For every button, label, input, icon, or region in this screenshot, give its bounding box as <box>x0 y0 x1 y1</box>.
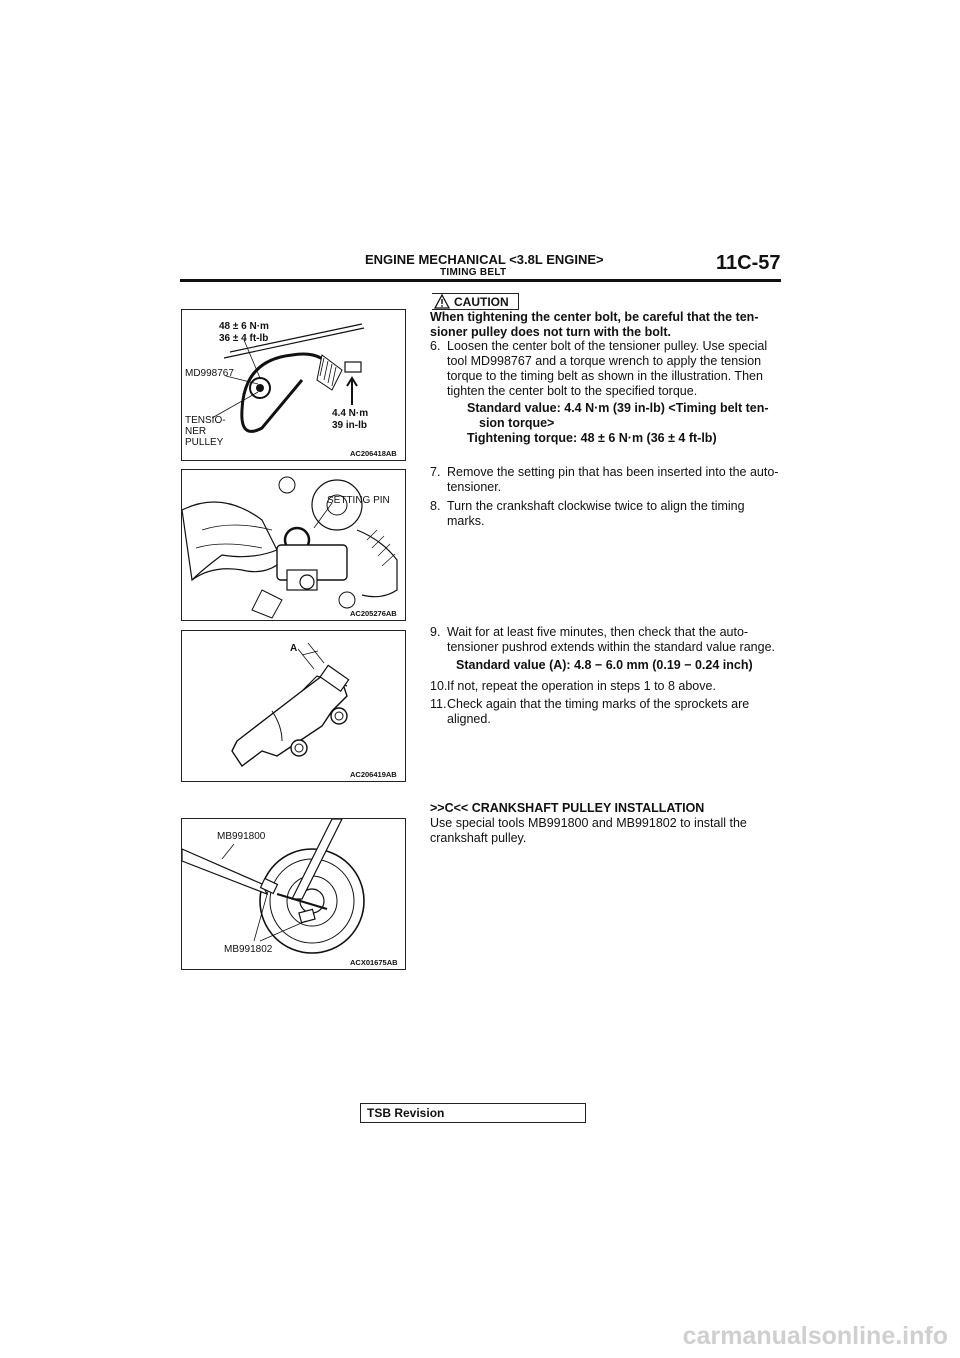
tension-label-inlb: 39 in-lb <box>332 420 368 431</box>
step-text: Turn the crankshaft clockwise twice to align the timing marks. <box>447 499 745 528</box>
step-text: If not, repeat the operation in steps 1 to 8 above. <box>447 679 716 693</box>
tool-label-mb991800: MB991800 <box>217 831 266 842</box>
tensioner-label-2: NER <box>185 426 207 437</box>
header-rule <box>180 279 781 282</box>
step-number: 11. <box>430 697 447 711</box>
figure-code: ACX01675AB <box>350 958 398 967</box>
step-11 <box>430 697 782 727</box>
crankshaft-tools-illustration <box>182 819 405 969</box>
tension-label-nm: 4.4 N·m <box>332 408 369 419</box>
step-9 <box>430 625 782 673</box>
step-6 <box>430 339 782 446</box>
header-title: ENGINE MECHANICAL <3.8L ENGINE> <box>365 252 604 267</box>
header-subtitle: TIMING BELT <box>440 267 507 278</box>
figure-code: AC206419AB <box>350 770 397 779</box>
section-text: Use special tools MB991800 and MB991802 to install the crankshaft pulley. <box>430 816 747 845</box>
tsb-revision-label: TSB Revision <box>367 1106 445 1120</box>
torque-label-nm: 48 ± 6 N·m <box>219 321 269 332</box>
setting-pin-illustration <box>182 470 405 620</box>
step-text: Check again that the timing marks of the sprockets are aligned. <box>447 697 750 726</box>
tensioner-label-1: TENSIO- <box>185 415 226 426</box>
figure-tensioner-pulley <box>181 309 406 461</box>
tool-label-mb991802: MB991802 <box>224 944 273 955</box>
figure-code: AC205276AB <box>350 609 397 618</box>
figure-pushrod-measurement <box>181 630 406 782</box>
step-8 <box>430 499 782 529</box>
section-title: >>C<< CRANKSHAFT PULLEY INSTALLATION <box>430 801 705 815</box>
step-number: 6. <box>430 339 441 353</box>
warning-triangle-icon <box>434 294 450 309</box>
torque-label-ftlb: 36 ± 4 ft-lb <box>219 333 269 344</box>
caution-badge <box>432 293 519 310</box>
watermark: carmanualsonline.info <box>682 1322 948 1350</box>
caution-text: When tightening the center bolt, be careful that the ten-sioner pulley does not turn with the bolt. <box>430 310 759 339</box>
step-number: 9. <box>430 625 441 639</box>
tensioner-pulley-illustration <box>182 310 405 460</box>
standard-value-spec: Standard value: 4.4 N·m (39 in-lb) <Timing belt ten-sion torque> <box>467 401 769 430</box>
setting-pin-label: SETTING PIN <box>327 495 390 506</box>
figure-setting-pin <box>181 469 406 621</box>
step-text: Remove the setting pin that has been inserted into the auto-tensioner. <box>447 465 779 494</box>
step-number: 7. <box>430 465 441 479</box>
step-number: 8. <box>430 499 441 513</box>
figure-crankshaft-pulley-tools <box>181 818 406 970</box>
tightening-torque-spec: Tightening torque: 48 ± 6 N·m (36 ± 4 ft-lb) <box>467 431 717 445</box>
tsb-revision-box <box>360 1103 586 1123</box>
caution-label: CAUTION <box>454 294 509 309</box>
step-10 <box>430 679 782 694</box>
dimension-a-label: A <box>290 643 298 654</box>
step-text: Wait for at least five minutes, then check that the auto-tensioner pushrod extends within the standard value range. <box>447 625 775 654</box>
tool-label-md998767: MD998767 <box>185 368 234 379</box>
pushrod-standard-value: Standard value (A): 4.8 − 6.0 mm (0.19 − 0.24 inch) <box>456 658 753 672</box>
step-number: 10. <box>430 679 448 693</box>
pushrod-illustration <box>182 631 405 781</box>
tensioner-label-3: PULLEY <box>185 437 224 448</box>
page-number: 11C-57 <box>716 252 781 274</box>
figure-code: AC206418AB <box>350 449 397 458</box>
step-text: Loosen the center bolt of the tensioner pulley. Use special tool MD998767 and a torque wrench to apply the tension torque to the timing belt as shown in the illustration. Then tighten the center bolt to the specified torque. <box>447 339 768 398</box>
step-7 <box>430 465 782 495</box>
